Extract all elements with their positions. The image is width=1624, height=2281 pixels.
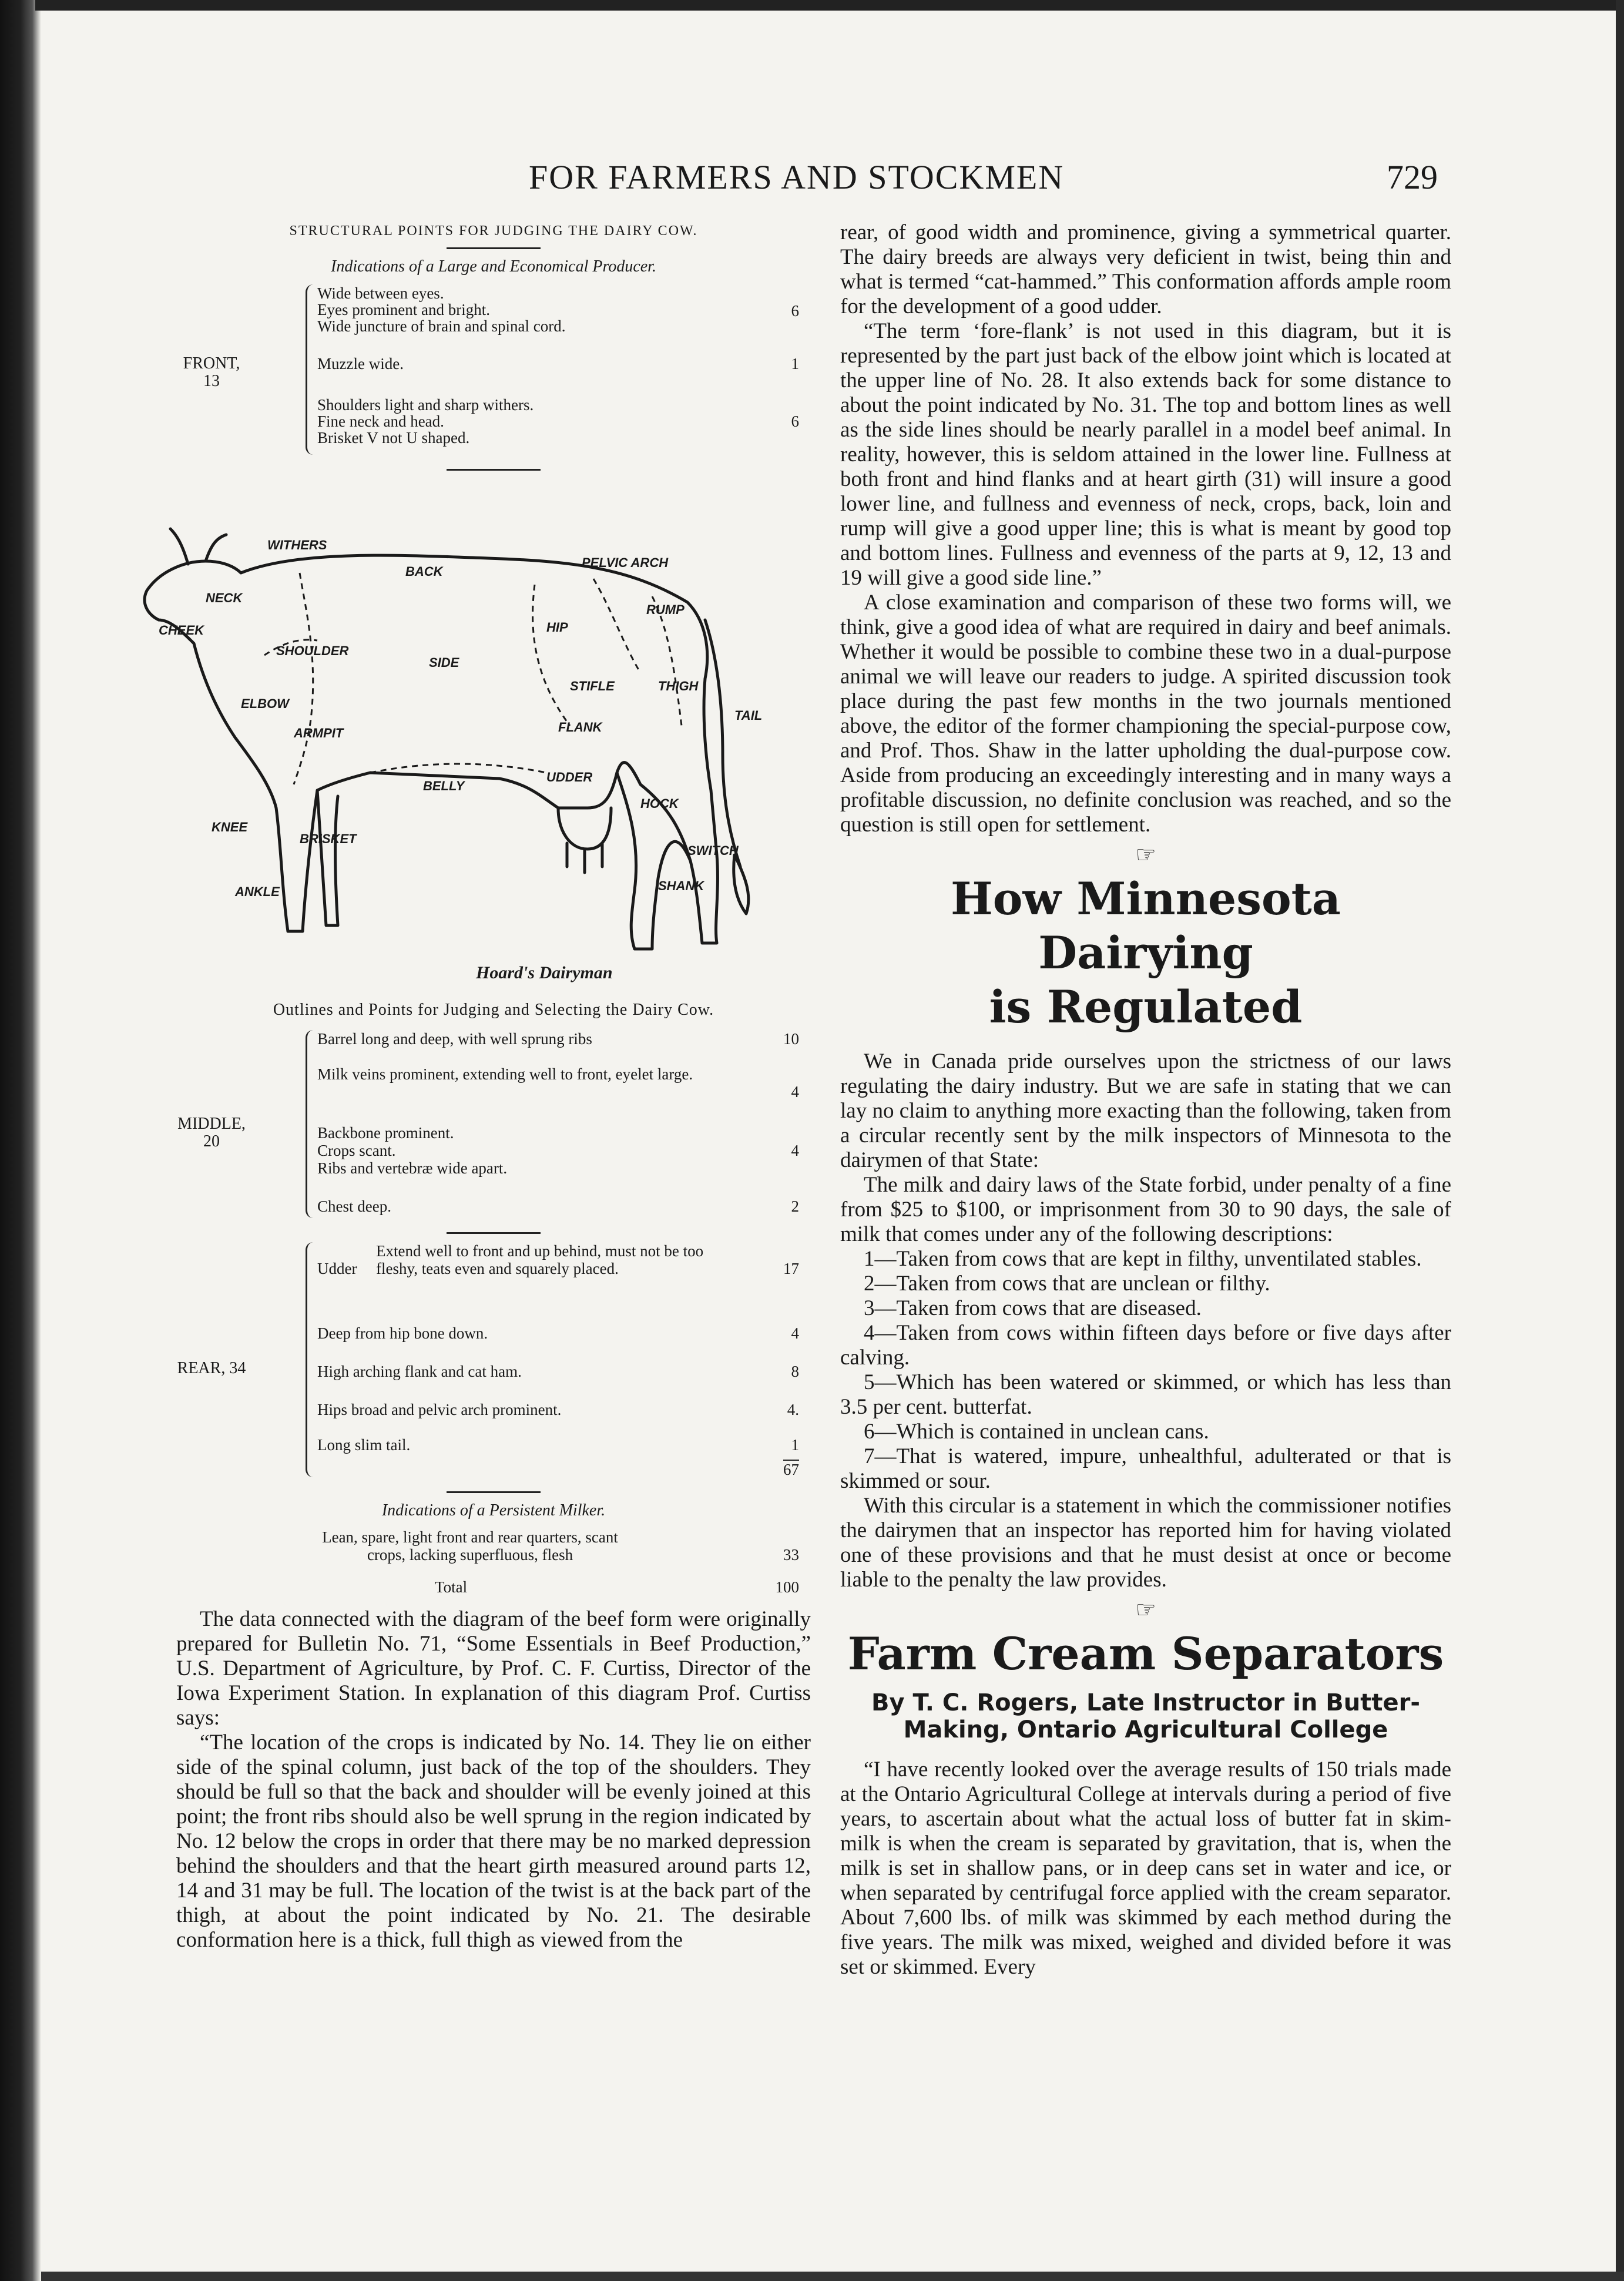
middle-group-label: MIDDLE, 20 [177, 1115, 246, 1150]
front-row: Wide between eyes. [317, 284, 444, 302]
front-row: Muzzle wide. [317, 355, 404, 373]
middle-row [317, 1065, 799, 1101]
left-body-paragraph: “The location of the crops is indicated by No. 14. They lie on either side of the spinal column, just back of the top of the shoulders. They should be full so that the back and shoulder will be evenly joined at this point; the front ribs should also be well sprung in the region indicated by No. 12 below the crops in order that there may be no marked depression behind the shoulders and that the heart girth measured around parts 12, 14 and 31 may be full. The location of the twist is at the back part of the thigh, at about the point indicated by No. 21. The desirable conformation here is a thick, full thigh as viewed from the [176, 1730, 811, 1952]
rear-points-table [176, 1242, 811, 1483]
front-group-label: FRONT, 13 [183, 354, 240, 390]
front-row: Eyes prominent and bright. [317, 301, 490, 318]
point-value: 10 [783, 1030, 799, 1048]
ornament-hand-icon: ☞ [1135, 841, 1156, 868]
total-label: Total [435, 1578, 468, 1596]
persistent-subtitle: Indications of a Persistent Milker. [381, 1501, 606, 1519]
middle-row: Ribs and vertebræ wide apart. [317, 1159, 508, 1177]
minnesota-closing: With this circular is a statement in which the commissioner notifies the dairymen that an inspector has reported him for having violated one of these provisions and that he must desist at once or become liable to the penalty the law provides. [840, 1494, 1451, 1592]
label-hip: HIP [546, 620, 568, 635]
right-body-paragraph: A close examination and comparison of these two forms will, we think, give a good idea of what are required in dairy and beef animals. Whether it would be possible to combine these two in a dual-purpose animal we will leave our readers to judge. A spirited discussion took place during the past few months in the two journals mentioned above, the editor of the former championing the special-purpose cow, and Prof. Thos. Shaw in the latter upholding the dual-purpose cow. Aside from producing an exceedingly interesting and in many ways a profitable discussion, no definite conclusion was reached, and so the question is still open for settlement. [840, 591, 1451, 837]
middle-row: Crops scant. [317, 1142, 396, 1159]
dairy-cow-diagram [123, 479, 770, 996]
label-elbow: ELBOW [241, 696, 289, 711]
point-value: 1 [791, 355, 799, 373]
persistent-row [176, 1528, 811, 1599]
label-belly: BELLY [423, 779, 465, 793]
label-rump: RUMP [646, 602, 685, 617]
label-udder: UDDER [546, 770, 593, 784]
divider [447, 1491, 541, 1493]
rear-row [317, 1324, 799, 1342]
left-body-paragraph: The data connected with the diagram of the beef form were originally prepared for Bulletin No. 71, “Some Essentials in Beef Production,” U.S. Department of Agriculture, by Prof. C. F. Curtiss, Director of the Iowa Experiment Station. In explanation of this diagram Prof. Curtiss says: [176, 1607, 811, 1730]
minnesota-item: 2—Taken from cows that are unclean or filthy. [864, 1272, 1270, 1296]
rear-row-text: Deep from hip bone down. [317, 1324, 488, 1342]
point-value: 6 [791, 412, 799, 430]
middle-brace [306, 1030, 313, 1218]
middle-row-text: Milk veins prominent, extending well to front, eyelet large. [317, 1065, 693, 1083]
page-edge-right [1616, 0, 1624, 2281]
right-column [840, 220, 1451, 1980]
point-value: 1 [791, 1436, 799, 1454]
minnesota-item: 3—Taken from cows that are diseased. [864, 1296, 1202, 1320]
label-ankle: ANKLE [235, 884, 280, 899]
front-row: Wide juncture of brain and spinal cord. [317, 317, 566, 335]
rear-row [317, 1363, 799, 1380]
middle-row [317, 1197, 799, 1215]
rear-row-text: Hips broad and pelvic arch prominent. [317, 1401, 562, 1418]
minnesota-heading-line2: is Regulated [989, 981, 1303, 1033]
point-value: 67 [783, 1461, 799, 1478]
divider [447, 1232, 541, 1234]
rear-brace [306, 1242, 313, 1477]
page-edge-top [35, 0, 1624, 11]
middle-points-table [176, 1030, 811, 1224]
rear-row-text: High arching flank and cat ham. [317, 1363, 522, 1380]
point-value: 4 [791, 1142, 799, 1159]
label-back: BACK [405, 564, 443, 579]
separators-byline-line1: By T. C. Rogers, Late Instructor in Butter- [871, 1689, 1420, 1716]
point-value: 4. [787, 1401, 799, 1418]
middle-row-text: Barrel long and deep, with well sprung ribs [317, 1030, 592, 1048]
minnesota-item: 4—Taken from cows within fifteen days before or five days after calving. [840, 1321, 1451, 1370]
label-shank: SHANK [658, 878, 704, 893]
minnesota-item: 7—That is watered, impure, unhealthful, adulterated or that is skimmed or sour. [840, 1444, 1451, 1493]
front-row: Brisket V not U shaped. [317, 429, 470, 447]
rear-row [317, 1436, 799, 1454]
label-neck: NECK [206, 591, 243, 605]
minnesota-intro: We in Canada pride ourselves upon the strictness of our laws regulating the dairy industry. But we are safe in stating that we can lay no claim to anything more exacting than the following, taken from a circular recently sent by the milk inspectors of Minnesota to the dairymen of that State: [840, 1049, 1451, 1172]
minnesota-heading-line1: How Minnesota Dairying [950, 873, 1341, 979]
label-flank: FLANK [558, 720, 602, 734]
front-brace [306, 284, 313, 455]
label-stifle: STIFLE [570, 679, 615, 693]
front-row: Fine neck and head. [317, 412, 444, 430]
total-value: 100 [775, 1578, 799, 1596]
point-value: 17 [783, 1260, 799, 1277]
point-value: 2 [791, 1197, 799, 1215]
structural-subtitle: Indications of a Large and Economical Producer. [331, 257, 656, 276]
label-pelvic-arch: PELVIC ARCH [582, 555, 669, 570]
diagram-caption: Outlines and Points for Judging and Selecting the Dairy Cow. [273, 1001, 714, 1019]
diagram-signature: Hoard's Dairyman [476, 963, 613, 982]
label-thigh: THIGH [658, 679, 699, 693]
rear-row-text: Long slim tail. [317, 1436, 411, 1454]
middle-row-text: Chest deep. [317, 1197, 391, 1215]
point-value: 4 [791, 1083, 799, 1101]
minnesota-item: 1—Taken from cows that are kept in filthy, unventilated stables. [864, 1247, 1422, 1271]
point-value: 33 [783, 1546, 799, 1564]
separators-byline-line2: Making, Ontario Agricultural College [903, 1716, 1388, 1743]
point-value: 8 [791, 1363, 799, 1380]
udder-label: Udder [317, 1260, 357, 1277]
running-head: FOR FARMERS AND STOCKMEN [529, 158, 1065, 196]
label-knee: KNEE [212, 820, 248, 834]
label-hock: HOCK [640, 796, 679, 811]
ornament-hand-icon: ☞ [1135, 1596, 1156, 1623]
divider [447, 247, 541, 249]
minnesota-item: 5—Which has been watered or skimmed, or which has less than 3.5 per cent. butterfat. [840, 1370, 1451, 1419]
page-edge-bottom [41, 2272, 1624, 2281]
label-shoulder: SHOULDER [276, 643, 349, 658]
page-number: 729 [1387, 158, 1438, 196]
right-body-paragraph: “The term ‘fore-flank’ is not used in this diagram, but it is represented by the part just back of the elbow joint which is located at the upper line of No. 28. It also extends back for some distance to about the point indicated by No. 31. The top and bottom lines as well as the side lines should be nearly parallel in a model beef animal. In reality, however, this is seldom attained in the lower line. Fullness at both front and hind flanks and at heart girth (31) will insure a good lower line, and fullness and evenness of neck, crops, back, loin and rump will give a good upper line; this is what is meant by good top and bottom lines. Fullness and evenness of the parts at 9, 12, 13 and 19 will give a good side line.” [840, 319, 1451, 590]
minnesota-law: The milk and dairy laws of the State forbid, under penalty of a fine from $25 to $100, or imprisonment from 30 to 90 days, the sale of milk that comes under any of the following descriptions: [840, 1173, 1451, 1246]
persistent-text: Lean, spare, light front and rear quarters, scant crops, lacking superfluous, flesh [322, 1528, 618, 1564]
label-brisket: BRISKET [300, 831, 357, 846]
front-points-table [176, 284, 811, 461]
separators-body: “I have recently looked over the average results of 150 trials made at the Ontario Agricultural College at intervals during a period of five years, to ascertain about what the actual loss of butter fat in skim-milk is when the cream is separated by gravitation, that is, when the milk is set in shallow pans, or in deep cans set in water and ice, or when separated by centrifugal force applied with the cream separator. About 7,600 lbs. of milk was skimmed by each method during the five years. The milk was mixed, weighed and divided before it was set or skimmed. Every [840, 1757, 1451, 1979]
page-edge-left [0, 0, 41, 2281]
rear-row [317, 1401, 799, 1418]
label-side: SIDE [429, 655, 459, 670]
divider [447, 469, 541, 471]
front-row: Shoulders light and sharp withers. [317, 396, 534, 414]
point-value: 4 [791, 1324, 799, 1342]
label-cheek: CHEEK [159, 623, 204, 638]
left-column [159, 223, 811, 1953]
rear-group-label: REAR, 34 [177, 1359, 246, 1377]
label-tail: TAIL [734, 708, 763, 723]
point-value: 6 [791, 302, 799, 320]
structural-title: STRUCTURAL POINTS FOR JUDGING THE DAIRY COW. [289, 223, 698, 239]
separators-heading: Farm Cream Separators [847, 1628, 1444, 1680]
middle-row: Backbone prominent. [317, 1124, 454, 1142]
middle-row [317, 1030, 799, 1048]
label-switch: SWITCH [687, 843, 739, 858]
label-armpit: ARMPIT [294, 726, 344, 740]
label-withers: WITHERS [267, 538, 327, 552]
minnesota-item: 6—Which is contained in unclean cans. [864, 1420, 1209, 1444]
udder-text: Extend well to front and up behind, must not be too fleshy, teats even and squarely placed. [376, 1242, 704, 1277]
right-body-paragraph: rear, of good width and prominence, giving a symmetrical quarter. The dairy breeds are always very deficient in twist, being thin and what is termed “cat-hammed.” This conformation affords ample room for the development of a good udder. [840, 220, 1451, 318]
